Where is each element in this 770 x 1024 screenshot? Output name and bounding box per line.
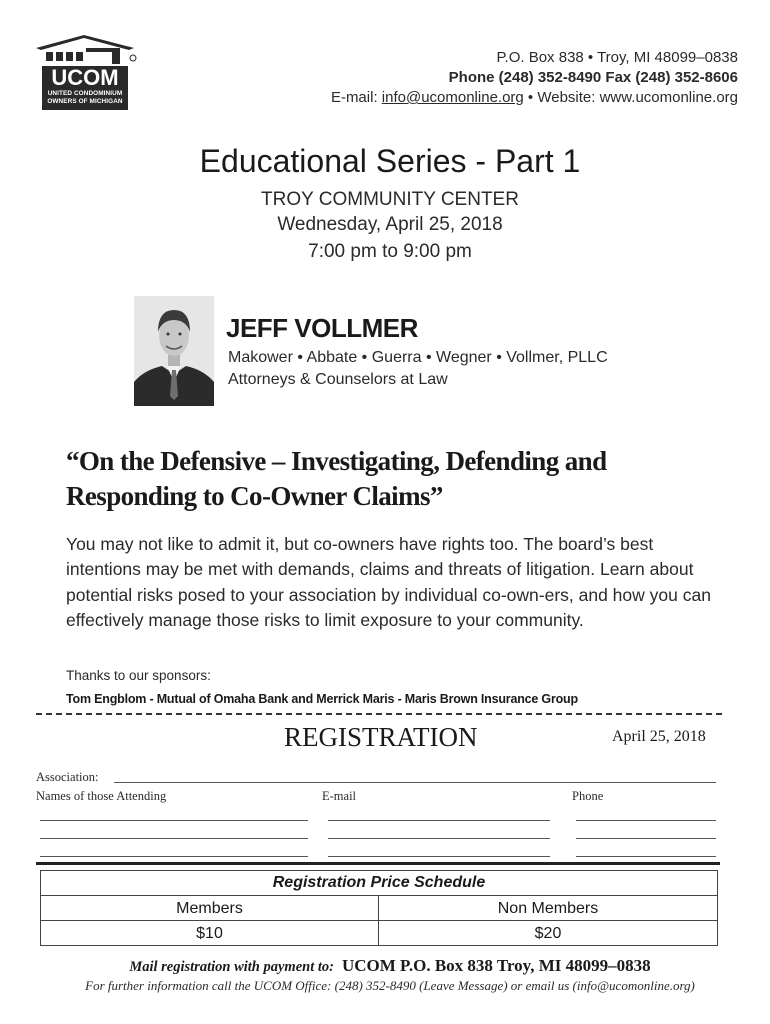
logo-tagline-2: OWNERS OF MICHIGAN [47,98,123,105]
session-description: You may not like to admit it, but co-owners have rights too. The board’s best intentions may be met with demands, claims and threats of litigation. Learn about potential risks posed to your association by individual co-own-ers, and how you can effectively manage those risks to limit exposure to your community. [66,534,711,630]
members-price: $10 [41,921,379,946]
contact-web [331,88,738,107]
sponsors-list: Tom Engblom - Mutual of Omaha Bank and Merrick Maris - Maris Brown Insurance Group [66,692,578,706]
attendee-email-field[interactable] [328,838,550,839]
logo-name: UCOM [51,65,119,90]
attendee-name-field[interactable] [40,856,308,857]
event-time: 7:00 pm to 9:00 pm [308,241,472,262]
registration-date: April 25, 2018 [612,728,706,745]
house-icon [34,34,138,68]
attendee-phone-field[interactable] [576,838,716,839]
mail-address: UCOM P.O. Box 838 Troy, MI 48099–0838 [341,956,651,975]
phone-column-label: Phone [572,789,604,803]
price-schedule-title: Registration Price Schedule [41,871,717,896]
attendee-phone-field[interactable] [576,820,716,821]
cut-line-divider [36,713,722,715]
further-info-line: For further information call the UCOM Office: (248) 352-8490 (Leave Message) or email us (info@ucomonline.org) [85,978,695,993]
contact-address: P.O. Box 838 • Troy, MI 48099–0838 [496,49,738,66]
speaker-photo [134,296,214,406]
attendee-name-field[interactable] [40,820,308,821]
association-label: Association: [36,770,99,784]
mail-label: Mail registration with payment to: [129,959,334,975]
attendee-email-field[interactable] [328,820,550,821]
mail-instructions [0,956,770,976]
members-header: Members [41,896,379,921]
attendee-email-field[interactable] [328,856,550,857]
website-text: • Website: www.ucomonline.org [523,89,738,106]
attendee-phone-field[interactable] [576,856,716,857]
logo-tagline-1: UNITED CONDOMINIUM [47,90,123,97]
association-field[interactable] [114,782,716,783]
names-attending-label: Names of those Attending [36,789,167,803]
speaker-firm: Makower • Abbate • Guerra • Wegner • Vollmer, PLLC [228,349,608,366]
speaker-firm-description: Attorneys & Counselors at Law [228,371,448,388]
email-column-label: E-mail [322,789,357,803]
sponsors-heading: Thanks to our sponsors: [66,668,211,683]
page-title: Educational Series - Part 1 [199,143,581,179]
speaker-name: JEFF VOLLMER [226,313,418,343]
non-members-header: Non Members [379,896,717,921]
email-label: E-mail: [330,89,382,106]
price-schedule-table [40,870,718,946]
logo-text-block [42,66,128,110]
email-link[interactable]: info@ucomonline.org [381,89,524,106]
non-members-price: $20 [534,925,562,942]
attendee-name-field[interactable] [40,838,308,839]
contact-phone-fax: Phone (248) 352-8490 Fax (248) 352-8606 [448,69,738,86]
event-date: Wednesday, April 25, 2018 [277,214,503,235]
event-venue: TROY COMMUNITY CENTER [261,189,519,210]
session-topic-quote: “On the Defensive – Investigating, Defending and Responding to Co-Owner Claims” [66,446,607,511]
section-divider [36,862,720,865]
registration-title: REGISTRATION [284,722,478,752]
